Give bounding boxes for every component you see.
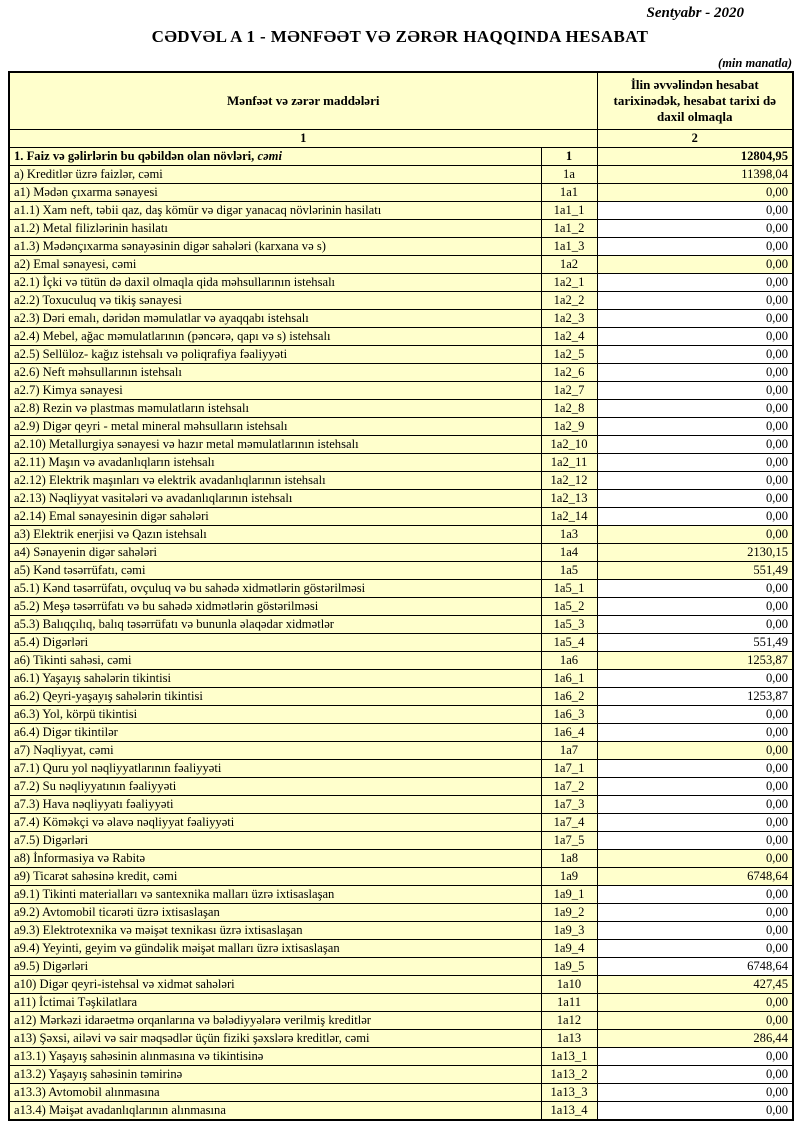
row-value: 0,00 <box>597 436 793 454</box>
row-code: 1a2_8 <box>541 400 597 418</box>
row-value: 551,49 <box>597 562 793 580</box>
row-label: a2.5) Sellüloz- kağız istehsalı və poliqrafiya fəaliyyəti <box>9 346 541 364</box>
row-value: 0,00 <box>597 706 793 724</box>
row-code: 1a2 <box>541 256 597 274</box>
table-row <box>9 562 793 580</box>
row-code: 1a1_3 <box>541 238 597 256</box>
row-value: 0,00 <box>597 508 793 526</box>
table-row <box>9 760 793 778</box>
row-code: 1a13_2 <box>541 1066 597 1084</box>
row-value: 0,00 <box>597 238 793 256</box>
row-code: 1a2_14 <box>541 508 597 526</box>
row-code: 1a2_10 <box>541 436 597 454</box>
table-row <box>9 238 793 256</box>
row-label: 1. Faiz və gəlirlərin bu qəbildən olan növləri, cəmi <box>9 148 541 166</box>
report-period: Sentyabr - 2020 <box>646 5 744 21</box>
row-code: 1a9_1 <box>541 886 597 904</box>
row-value: 0,00 <box>597 598 793 616</box>
row-label: a2.1) İçki və tütün də daxil olmaqla qida məhsullarının istehsalı <box>9 274 541 292</box>
row-value: 0,00 <box>597 1012 793 1030</box>
table-row <box>9 994 793 1012</box>
row-label: a) Kreditlər üzrə faizlər, cəmi <box>9 166 541 184</box>
table-row <box>9 940 793 958</box>
row-code: 1a5_4 <box>541 634 597 652</box>
table-row <box>9 526 793 544</box>
table-row <box>9 724 793 742</box>
table-row <box>9 1012 793 1030</box>
row-value: 0,00 <box>597 850 793 868</box>
table-row <box>9 1084 793 1102</box>
table-row <box>9 292 793 310</box>
row-value: 0,00 <box>597 904 793 922</box>
col-header-items: Mənfəət və zərər maddələri <box>9 72 597 130</box>
table-row <box>9 1048 793 1066</box>
table-row <box>9 814 793 832</box>
row-label: a1.3) Mədənçıxarma sənayəsinin digər sahələri (karxana və s) <box>9 238 541 256</box>
table-row <box>9 310 793 328</box>
row-value: 0,00 <box>597 364 793 382</box>
row-value: 6748,64 <box>597 868 793 886</box>
row-code: 1a2_2 <box>541 292 597 310</box>
row-value: 0,00 <box>597 346 793 364</box>
row-value: 0,00 <box>597 832 793 850</box>
row-code: 1a7_2 <box>541 778 597 796</box>
row-code: 1a6_1 <box>541 670 597 688</box>
row-value: 0,00 <box>597 814 793 832</box>
row-code: 1a7_3 <box>541 796 597 814</box>
row-label: a7.2) Su nəqliyyatının fəaliyyəti <box>9 778 541 796</box>
row-code: 1a1_1 <box>541 202 597 220</box>
row-value: 0,00 <box>597 724 793 742</box>
row-code: 1a9 <box>541 868 597 886</box>
row-value: 0,00 <box>597 1102 793 1121</box>
row-code: 1a7_1 <box>541 760 597 778</box>
row-label: a11) İctimai Təşkilatlara <box>9 994 541 1012</box>
row-code: 1a2_3 <box>541 310 597 328</box>
row-label: a6.4) Digər tikintilər <box>9 724 541 742</box>
row-code: 1a <box>541 166 597 184</box>
table-body <box>9 148 793 1121</box>
unit-note: (min manatla) <box>718 56 792 70</box>
table-row <box>9 508 793 526</box>
row-code: 1a9_4 <box>541 940 597 958</box>
row-value: 1253,87 <box>597 688 793 706</box>
row-code: 1a5_1 <box>541 580 597 598</box>
row-label: a13.4) Məişət avadanlıqlarının alınmasına <box>9 1102 541 1121</box>
row-value: 0,00 <box>597 454 793 472</box>
row-code: 1a6_3 <box>541 706 597 724</box>
row-value: 0,00 <box>597 472 793 490</box>
row-label: a5.1) Kənd təsərrüfatı, ovçuluq və bu sahədə xidmətlərin göstərilməsi <box>9 580 541 598</box>
table-row <box>9 220 793 238</box>
row-label: a1) Mədən çıxarma sənayesi <box>9 184 541 202</box>
row-value: 0,00 <box>597 742 793 760</box>
row-label: a4) Sənayenin digər sahələri <box>9 544 541 562</box>
row-label: a13.2) Yaşayış sahəsinin təmirinə <box>9 1066 541 1084</box>
row-label: a6.2) Qeyri-yaşayış sahələrin tikintisi <box>9 688 541 706</box>
table-row <box>9 598 793 616</box>
row-code: 1a11 <box>541 994 597 1012</box>
row-label: a6.3) Yol, körpü tikintisi <box>9 706 541 724</box>
row-value: 0,00 <box>597 220 793 238</box>
row-label: a5) Kənd təsərrüfatı, cəmi <box>9 562 541 580</box>
table-header-row <box>9 72 793 130</box>
row-code: 1a2_11 <box>541 454 597 472</box>
row-label: a13.1) Yaşayış sahəsinin alınmasına və tikintisinə <box>9 1048 541 1066</box>
row-code: 1a9_2 <box>541 904 597 922</box>
table-row <box>9 148 793 166</box>
row-code: 1a3 <box>541 526 597 544</box>
row-code: 1a2_12 <box>541 472 597 490</box>
table-row <box>9 706 793 724</box>
row-label: a7.3) Hava nəqliyyatı fəaliyyəti <box>9 796 541 814</box>
row-label: a9.1) Tikinti materialları və santexnika malları üzrə ixtisaslaşan <box>9 886 541 904</box>
table-subheader-row <box>9 130 793 148</box>
table-row <box>9 1066 793 1084</box>
row-code: 1a13_1 <box>541 1048 597 1066</box>
row-code: 1a9_5 <box>541 958 597 976</box>
row-value: 0,00 <box>597 616 793 634</box>
row-code: 1a13 <box>541 1030 597 1048</box>
table-row <box>9 418 793 436</box>
row-code: 1a6_4 <box>541 724 597 742</box>
report-title: CƏDVƏL A 1 - MƏNFƏƏT VƏ ZƏRƏR HAQQINDA HESABAT <box>151 27 649 46</box>
table-row <box>9 436 793 454</box>
row-code: 1a12 <box>541 1012 597 1030</box>
table-row <box>9 886 793 904</box>
table-row <box>9 688 793 706</box>
row-code: 1a6 <box>541 652 597 670</box>
row-value: 286,44 <box>597 1030 793 1048</box>
table-row <box>9 472 793 490</box>
row-label: a2.13) Nəqliyyat vasitələri və avadanlıqlarının istehsalı <box>9 490 541 508</box>
row-label: a2.4) Mebel, ağac məmulatlarının (pəncərə, qapı və s) istehsalı <box>9 328 541 346</box>
table-row <box>9 634 793 652</box>
table-head <box>9 72 793 148</box>
row-label: a10) Digər qeyri-istehsal və xidmət sahələri <box>9 976 541 994</box>
table-row <box>9 256 793 274</box>
row-value: 11398,04 <box>597 166 793 184</box>
row-value: 0,00 <box>597 760 793 778</box>
table-row <box>9 958 793 976</box>
row-label: a7) Nəqliyyat, cəmi <box>9 742 541 760</box>
row-code: 1a2_13 <box>541 490 597 508</box>
table-row <box>9 976 793 994</box>
row-label: a2.7) Kimya sənayesi <box>9 382 541 400</box>
row-label: a9.4) Yeyinti, geyim və gündəlik məişət malları üzrə ixtisaslaşan <box>9 940 541 958</box>
row-code: 1a4 <box>541 544 597 562</box>
col-number-1: 1 <box>9 130 597 148</box>
row-value: 6748,64 <box>597 958 793 976</box>
table-row <box>9 922 793 940</box>
row-value: 0,00 <box>597 526 793 544</box>
table-row <box>9 328 793 346</box>
row-code: 1a9_3 <box>541 922 597 940</box>
row-value: 0,00 <box>597 400 793 418</box>
row-value: 0,00 <box>597 1048 793 1066</box>
report-table <box>8 71 794 1121</box>
table-row <box>9 868 793 886</box>
table-row <box>9 544 793 562</box>
row-label: a13.3) Avtomobil alınmasına <box>9 1084 541 1102</box>
table-row <box>9 274 793 292</box>
row-value: 0,00 <box>597 670 793 688</box>
row-code: 1a13_3 <box>541 1084 597 1102</box>
table-row <box>9 490 793 508</box>
row-label: a8) İnformasiya və Rabitə <box>9 850 541 868</box>
row-label: a2.12) Elektrik maşınları və elektrik avadanlıqlarının istehsalı <box>9 472 541 490</box>
row-label: a7.5) Digərləri <box>9 832 541 850</box>
row-value: 12804,95 <box>597 148 793 166</box>
row-label: a6.1) Yaşayış sahələrin tikintisi <box>9 670 541 688</box>
row-value: 0,00 <box>597 1084 793 1102</box>
row-code: 1a1_2 <box>541 220 597 238</box>
col-header-period: İlin əvvəlindən hesabat tarixinədək, hesabat tarixi də daxil olmaqla <box>597 72 793 130</box>
row-label: a9.2) Avtomobil ticarəti üzrə ixtisaslaşan <box>9 904 541 922</box>
row-code: 1a5_2 <box>541 598 597 616</box>
table-row <box>9 778 793 796</box>
row-code: 1a2_5 <box>541 346 597 364</box>
table-row <box>9 1102 793 1121</box>
row-value: 0,00 <box>597 994 793 1012</box>
row-label: a2.11) Maşın və avadanlıqların istehsalı <box>9 454 541 472</box>
row-value: 0,00 <box>597 184 793 202</box>
row-label: a3) Elektrik enerjisi və Qazın istehsalı <box>9 526 541 544</box>
row-code: 1a2_1 <box>541 274 597 292</box>
row-code: 1a7_5 <box>541 832 597 850</box>
row-code: 1a2_9 <box>541 418 597 436</box>
row-label: a2) Emal sənayesi, cəmi <box>9 256 541 274</box>
table-row <box>9 400 793 418</box>
row-value: 1253,87 <box>597 652 793 670</box>
table-row <box>9 166 793 184</box>
table-row <box>9 904 793 922</box>
row-code: 1a7 <box>541 742 597 760</box>
row-code: 1a8 <box>541 850 597 868</box>
row-value: 0,00 <box>597 1066 793 1084</box>
row-value: 0,00 <box>597 796 793 814</box>
row-value: 0,00 <box>597 580 793 598</box>
col-number-2: 2 <box>597 130 793 148</box>
row-value: 551,49 <box>597 634 793 652</box>
row-label: a2.6) Neft məhsullarının istehsalı <box>9 364 541 382</box>
row-label: a7.1) Quru yol nəqliyyatlarının fəaliyyəti <box>9 760 541 778</box>
row-label: a6) Tikinti sahəsi, cəmi <box>9 652 541 670</box>
table-row <box>9 346 793 364</box>
row-value: 0,00 <box>597 940 793 958</box>
row-label: a5.4) Digərləri <box>9 634 541 652</box>
row-code: 1a7_4 <box>541 814 597 832</box>
row-label: a5.3) Balıqçılıq, balıq təsərrüfatı və bununla əlaqədar xidmətlər <box>9 616 541 634</box>
row-value: 2130,15 <box>597 544 793 562</box>
row-label: a9) Ticarət sahəsinə kredit, cəmi <box>9 868 541 886</box>
row-value: 0,00 <box>597 310 793 328</box>
row-label: a9.3) Elektrotexnika və məişət texnikası üzrə ixtisaslaşan <box>9 922 541 940</box>
row-label: a2.2) Toxuculuq və tikiş sənayesi <box>9 292 541 310</box>
table-row <box>9 454 793 472</box>
table-row <box>9 832 793 850</box>
table-row <box>9 742 793 760</box>
row-label: a2.10) Metallurgiya sənayesi və hazır metal məmulatlarının istehsalı <box>9 436 541 454</box>
row-value: 0,00 <box>597 778 793 796</box>
table-row <box>9 850 793 868</box>
table-row <box>9 652 793 670</box>
table-row <box>9 382 793 400</box>
row-code: 1a10 <box>541 976 597 994</box>
row-label: a1.2) Metal filizlərinin hasilatı <box>9 220 541 238</box>
table-row <box>9 616 793 634</box>
row-label: a5.2) Meşə təsərrüfatı və bu sahədə xidmətlərin göstərilməsi <box>9 598 541 616</box>
table-row <box>9 184 793 202</box>
table-row <box>9 670 793 688</box>
row-code: 1a13_4 <box>541 1102 597 1121</box>
row-value: 0,00 <box>597 256 793 274</box>
row-code: 1 <box>541 148 597 166</box>
row-label: a12) Mərkəzi idarəetmə orqanlarına və bələdiyyələrə verilmiş kreditlər <box>9 1012 541 1030</box>
row-value: 0,00 <box>597 418 793 436</box>
row-value: 0,00 <box>597 922 793 940</box>
row-label: a2.3) Dəri emalı, dəridən məmulatlar və ayaqqabı istehsalı <box>9 310 541 328</box>
row-label: a2.14) Emal sənayesinin digər sahələri <box>9 508 541 526</box>
row-code: 1a2_7 <box>541 382 597 400</box>
table-row <box>9 202 793 220</box>
row-value: 0,00 <box>597 202 793 220</box>
row-label: a1.1) Xam neft, təbii qaz, daş kömür və digər yanacaq növlərinin hasilatı <box>9 202 541 220</box>
row-value: 0,00 <box>597 382 793 400</box>
row-code: 1a2_4 <box>541 328 597 346</box>
row-value: 0,00 <box>597 328 793 346</box>
row-label: a7.4) Köməkçi və əlavə nəqliyyat fəaliyyəti <box>9 814 541 832</box>
row-value: 427,45 <box>597 976 793 994</box>
row-code: 1a5_3 <box>541 616 597 634</box>
row-value: 0,00 <box>597 274 793 292</box>
row-value: 0,00 <box>597 292 793 310</box>
row-label: a13) Şəxsi, ailəvi və sair məqsədlər üçün fiziki şəxslərə kreditlər, cəmi <box>9 1030 541 1048</box>
table-row <box>9 796 793 814</box>
row-label: a2.8) Rezin və plastmas məmulatların istehsalı <box>9 400 541 418</box>
row-value: 0,00 <box>597 490 793 508</box>
row-label: a2.9) Digər qeyri - metal mineral məhsulların istehsalı <box>9 418 541 436</box>
table-row <box>9 580 793 598</box>
row-code: 1a1 <box>541 184 597 202</box>
table-row <box>9 1030 793 1048</box>
row-code: 1a2_6 <box>541 364 597 382</box>
row-label: a9.5) Digərləri <box>9 958 541 976</box>
table-row <box>9 364 793 382</box>
row-code: 1a6_2 <box>541 688 597 706</box>
row-code: 1a5 <box>541 562 597 580</box>
row-value: 0,00 <box>597 886 793 904</box>
